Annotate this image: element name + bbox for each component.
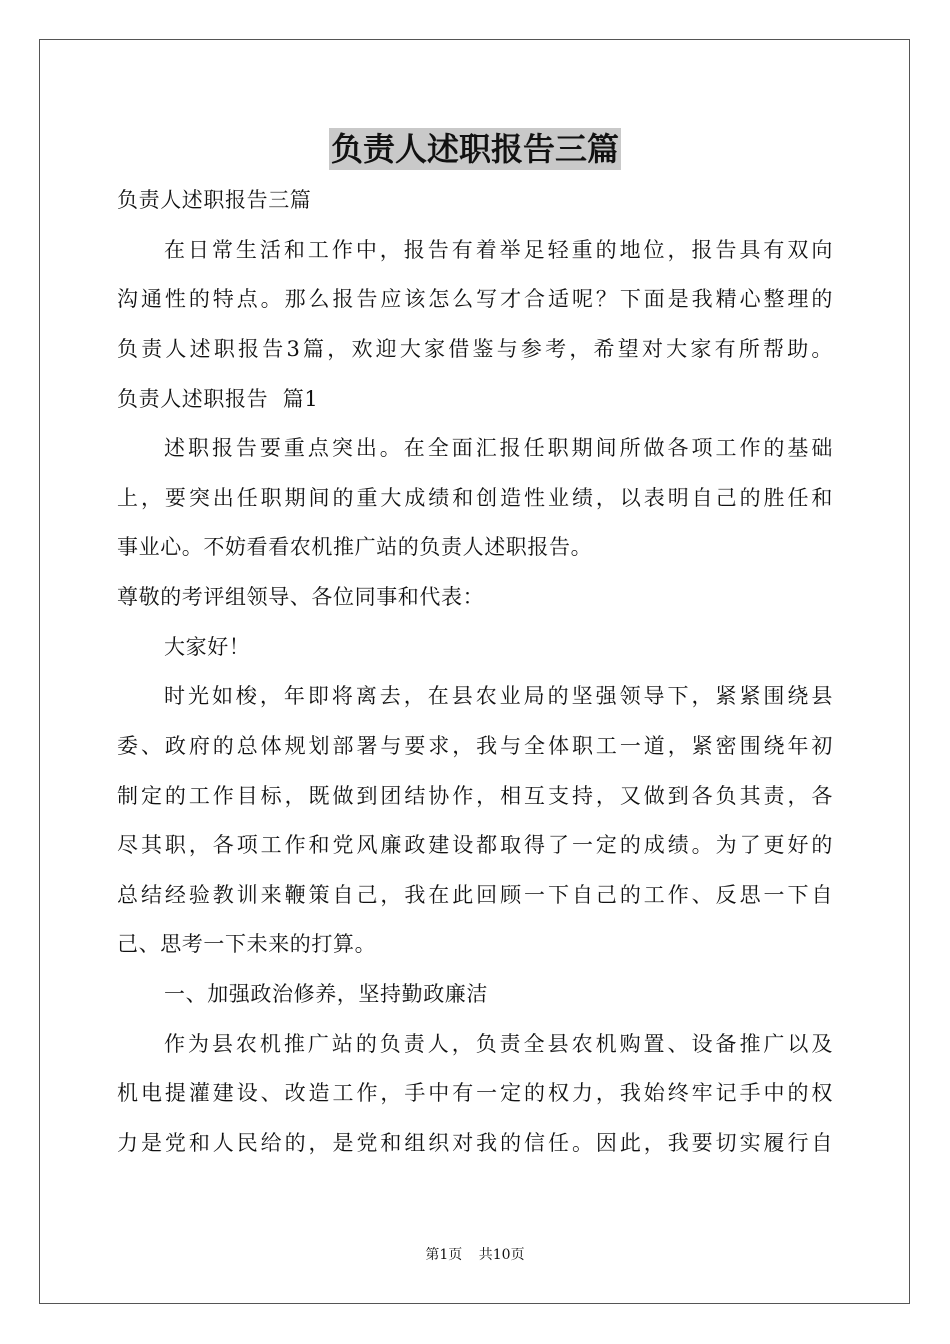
body-line: 述职报告要重点突出。在全面汇报任职期间所做各项工作的基础	[164, 436, 833, 460]
subsection-heading: 一、加强政治修养，坚持勤政廉洁	[164, 982, 488, 1006]
body-line: 制定的工作目标，既做到团结协作，相互支持，又做到各负其责，各	[117, 784, 833, 808]
body-line: 作为县农机推广站的负责人，负责全县农机购置、设备推广以及	[164, 1032, 833, 1056]
title-container	[0, 128, 950, 170]
body-line: 委、政府的总体规划部署与要求，我与全体职工一道，紧密围绕年初	[117, 734, 833, 758]
section-heading: 负责人述职报告 篇1	[117, 387, 319, 411]
greeting-line: 大家好！	[164, 635, 251, 659]
body-line: 在日常生活和工作中，报告有着举足轻重的地位，报告具有双向	[164, 238, 833, 262]
page-border	[39, 39, 910, 1304]
body-line: 时光如梭，年即将离去，在县农业局的坚强领导下，紧紧围绕县	[164, 684, 833, 708]
body-line: 负责人述职报告3篇，欢迎大家借鉴与参考，希望对大家有所帮助。	[117, 337, 833, 361]
salutation-line: 尊敬的考评组领导、各位同事和代表：	[117, 585, 485, 609]
body-line: 沟通性的特点。那么报告应该怎么写才合适呢？下面是我精心整理的	[117, 287, 833, 311]
body-line: 尽其职，各项工作和党风廉政建设都取得了一定的成绩。为了更好的	[117, 833, 833, 857]
page-number: 第1页	[425, 1247, 463, 1263]
body-line: 力是党和人民给的，是党和组织对我的信任。因此，我要切实履行自	[117, 1131, 833, 1155]
body-line: 总结经验教训来鞭策自己，我在此回顾一下自己的工作、反思一下自	[117, 883, 833, 907]
page-footer	[0, 1246, 950, 1264]
body-line: 机电提灌建设、改造工作，手中有一定的权力，我始终牢记手中的权	[117, 1081, 833, 1105]
document-title: 负责人述职报告三篇	[330, 130, 619, 168]
body-line: 己、思考一下未来的打算。	[117, 932, 377, 956]
page-total: 共10页	[478, 1247, 525, 1263]
body-line: 事业心。不妨看看农机推广站的负责人述职报告。	[117, 535, 593, 559]
subtitle-line: 负责人述职报告三篇	[117, 188, 312, 212]
body-line: 上，要突出任职期间的重大成绩和创造性业绩，以表明自己的胜任和	[117, 486, 833, 510]
